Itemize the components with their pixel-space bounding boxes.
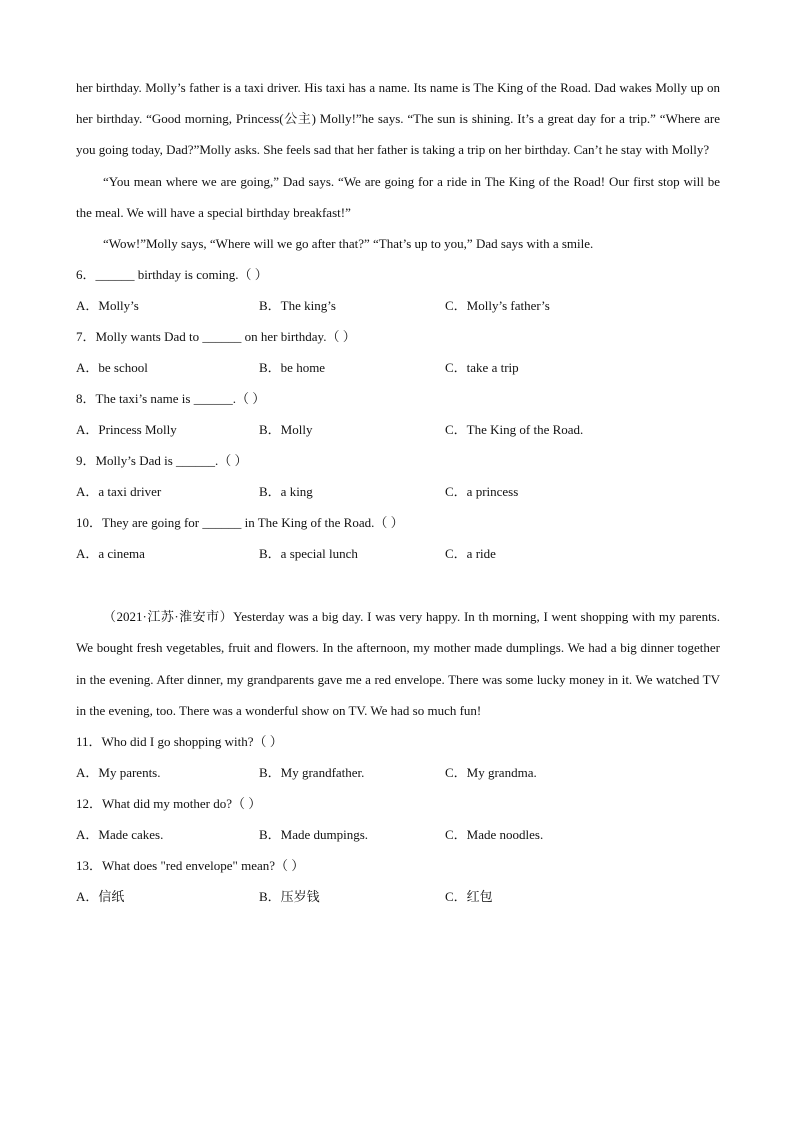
question-8-option-b[interactable]: B．Molly <box>259 422 313 438</box>
question-13-option-a[interactable]: A．信纸 <box>76 889 125 905</box>
question-6-option-b[interactable]: B．The king’s <box>259 298 336 314</box>
question-7-options <box>76 352 720 383</box>
passage-1-paragraph-3: “Wow!”Molly says, “Where will we go after that?” “That’s up to you,” Dad says with a smile. <box>103 236 594 252</box>
question-7-option-a[interactable]: A．be school <box>76 360 148 376</box>
question-11-option-b[interactable]: B．My grandfather. <box>259 765 365 781</box>
passage-2-paragraph: （2021·江苏·淮安市）Yesterday was a big day. I was very happy. In th morning, I went shopping with my parents. We bought fresh vegetables, fruit and flowers. In the afternoon, my mother made dumplings. We had a big dinner together in the evening. After dinner, my grandparents gave me a red envelope. There was some lucky money in it. We watched TV in the evening, too. There was a wonderful show on TV. We had so much fun! <box>76 609 720 718</box>
question-9-options <box>76 476 720 507</box>
question-12-option-a[interactable]: A．Made cakes. <box>76 827 164 843</box>
question-11-option-a[interactable]: A．My parents. <box>76 765 161 781</box>
question-10-option-a[interactable]: A．a cinema <box>76 546 145 562</box>
passage-1-paragraph-2: “You mean where we are going,” Dad says. “We are going for a ride in The King of the Road! Our first stop will be the meal. We will have a special birthday breakfast!” <box>76 173 720 220</box>
question-13-options <box>76 881 720 912</box>
question-7-option-c[interactable]: C．take a trip <box>445 360 519 376</box>
question-11-options <box>76 757 720 788</box>
question-11: 11．Who did I go shopping with?（ ） <box>76 734 283 750</box>
section-spacer <box>76 569 720 601</box>
question-12-options <box>76 819 720 850</box>
question-12: 12．What did my mother do?（ ） <box>76 796 262 812</box>
question-8-option-c[interactable]: C．The King of the Road. <box>445 422 584 438</box>
question-7: 7．Molly wants Dad to ______ on her birthday.（ ） <box>76 329 356 345</box>
question-7-option-b[interactable]: B．be home <box>259 360 326 376</box>
question-8-options <box>76 414 720 445</box>
question-12-option-c[interactable]: C．Made noodles. <box>445 827 544 843</box>
question-8-option-a[interactable]: A．Princess Molly <box>76 422 177 438</box>
question-6: 6．______ birthday is coming.（ ） <box>76 267 268 283</box>
question-10-option-c[interactable]: C．a ride <box>445 546 496 562</box>
passage-1 <box>76 72 720 259</box>
question-10: 10．They are going for ______ in The King of the Road.（ ） <box>76 515 404 531</box>
question-12-option-b[interactable]: B．Made dumpings. <box>259 827 369 843</box>
question-13-option-b[interactable]: B．压岁钱 <box>259 889 320 905</box>
question-6-option-a[interactable]: A．Molly’s <box>76 298 139 314</box>
question-13-option-c[interactable]: C．红包 <box>445 889 493 905</box>
question-6-options <box>76 290 720 321</box>
question-9: 9．Molly’s Dad is ______.（ ） <box>76 453 248 469</box>
passage-1-questions <box>76 259 720 569</box>
question-10-options <box>76 538 720 569</box>
passage-2-questions <box>76 726 720 912</box>
question-10-option-b[interactable]: B．a special lunch <box>259 546 358 562</box>
passage-1-paragraph-1: her birthday. Molly’s father is a taxi driver. His taxi has a name. Its name is The King of the Road. Dad wakes Molly up on her birthday. “Good morning, Princess(公主) Molly!”he says. “The sun is shining. It’s a great day for a trip.” “Where are you going today, Dad?”Molly asks. She feels sad that her father is taking a trip on her birthday. Can’t he stay with Molly? <box>76 80 720 158</box>
question-13: 13．What does "red envelope" mean?（ ） <box>76 858 305 874</box>
question-6-option-c[interactable]: C．Molly’s father’s <box>445 298 550 314</box>
question-11-option-c[interactable]: C．My grandma. <box>445 765 537 781</box>
passage-2 <box>76 601 720 726</box>
question-9-option-a[interactable]: A．a taxi driver <box>76 484 162 500</box>
question-9-option-c[interactable]: C．a princess <box>445 484 519 500</box>
worksheet-page <box>76 72 720 912</box>
question-9-option-b[interactable]: B．a king <box>259 484 313 500</box>
question-8: 8．The taxi’s name is ______.（ ） <box>76 391 266 407</box>
